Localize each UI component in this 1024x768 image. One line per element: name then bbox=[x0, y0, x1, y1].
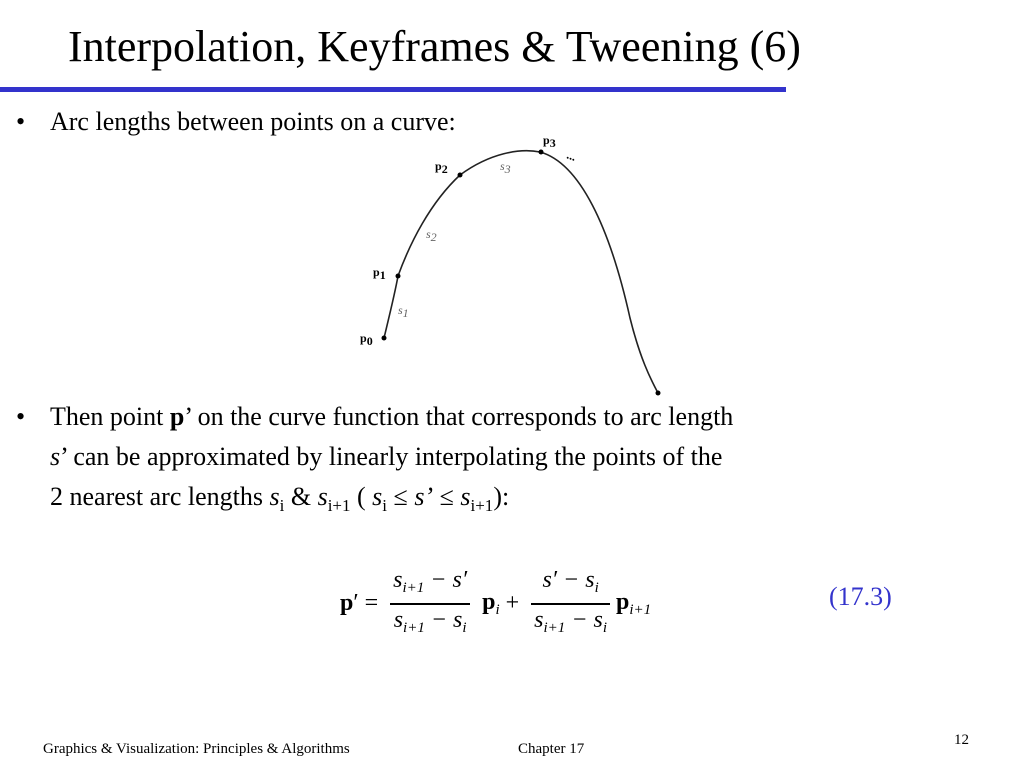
label-s3: s3 bbox=[500, 159, 511, 176]
bullet-line-1: Then point p’ on the curve function that corresponds to arc length bbox=[50, 402, 734, 431]
eq-equals: = bbox=[364, 590, 379, 617]
point-p3 bbox=[539, 150, 544, 155]
eq-lhs: p bbox=[340, 590, 354, 617]
title-underline bbox=[0, 87, 786, 92]
label-s2: s2 bbox=[426, 227, 437, 244]
eq-p-i: $p_i$ bbox=[482, 588, 500, 618]
interpolation-equation bbox=[340, 565, 651, 643]
slide-number: 12 bbox=[954, 732, 969, 748]
footer-book-title: Graphics & Visualization: Principles & Algorithms bbox=[43, 741, 350, 757]
bullet-marker: • bbox=[16, 402, 26, 431]
eq-fraction-1: $\frac{s_{i+1} - s'}{s_{i+1} - s_i}$ bbox=[390, 565, 470, 643]
label-p1: p1 bbox=[373, 265, 386, 282]
label-p0: p0 bbox=[360, 331, 373, 348]
equation-number: (17.3) bbox=[829, 582, 892, 611]
point-p1 bbox=[396, 274, 401, 279]
label-p2: p2 bbox=[435, 159, 448, 176]
point-p0 bbox=[382, 336, 387, 341]
curve-path bbox=[384, 151, 658, 393]
point-p2 bbox=[458, 173, 463, 178]
eq-prime: ′ bbox=[353, 590, 359, 617]
label-ellipsis: ... bbox=[564, 147, 579, 164]
bullet-arc-lengths: Arc lengths between points on a curve: bbox=[50, 107, 456, 136]
arc-length-curve-figure bbox=[340, 128, 680, 398]
label-s1: s1 bbox=[398, 303, 409, 320]
eq-fraction-2: $\frac{s' - s_i}{s_{i+1} - s_i}$ bbox=[531, 565, 610, 643]
curve-end bbox=[656, 391, 661, 396]
label-p3: p3 bbox=[543, 133, 556, 150]
bullet-line-2: s’ can be approximated by linearly interpolating the points of the bbox=[50, 442, 723, 471]
bullet-marker: • bbox=[16, 107, 26, 136]
footer-chapter: Chapter 17 bbox=[518, 741, 585, 757]
bullet-interpolation bbox=[50, 397, 970, 526]
slide-title: Interpolation, Keyframes & Tweening (6) bbox=[68, 22, 801, 71]
bullet-line-3: 2 nearest arc lengths $s_i$ & $s_{i+1}$ ( $s_i \le s$’ ≤ $s_{i+1}$): bbox=[50, 482, 510, 516]
eq-plus: + bbox=[505, 590, 520, 617]
eq-p-i1: $p_{i+1}$ bbox=[616, 588, 652, 618]
